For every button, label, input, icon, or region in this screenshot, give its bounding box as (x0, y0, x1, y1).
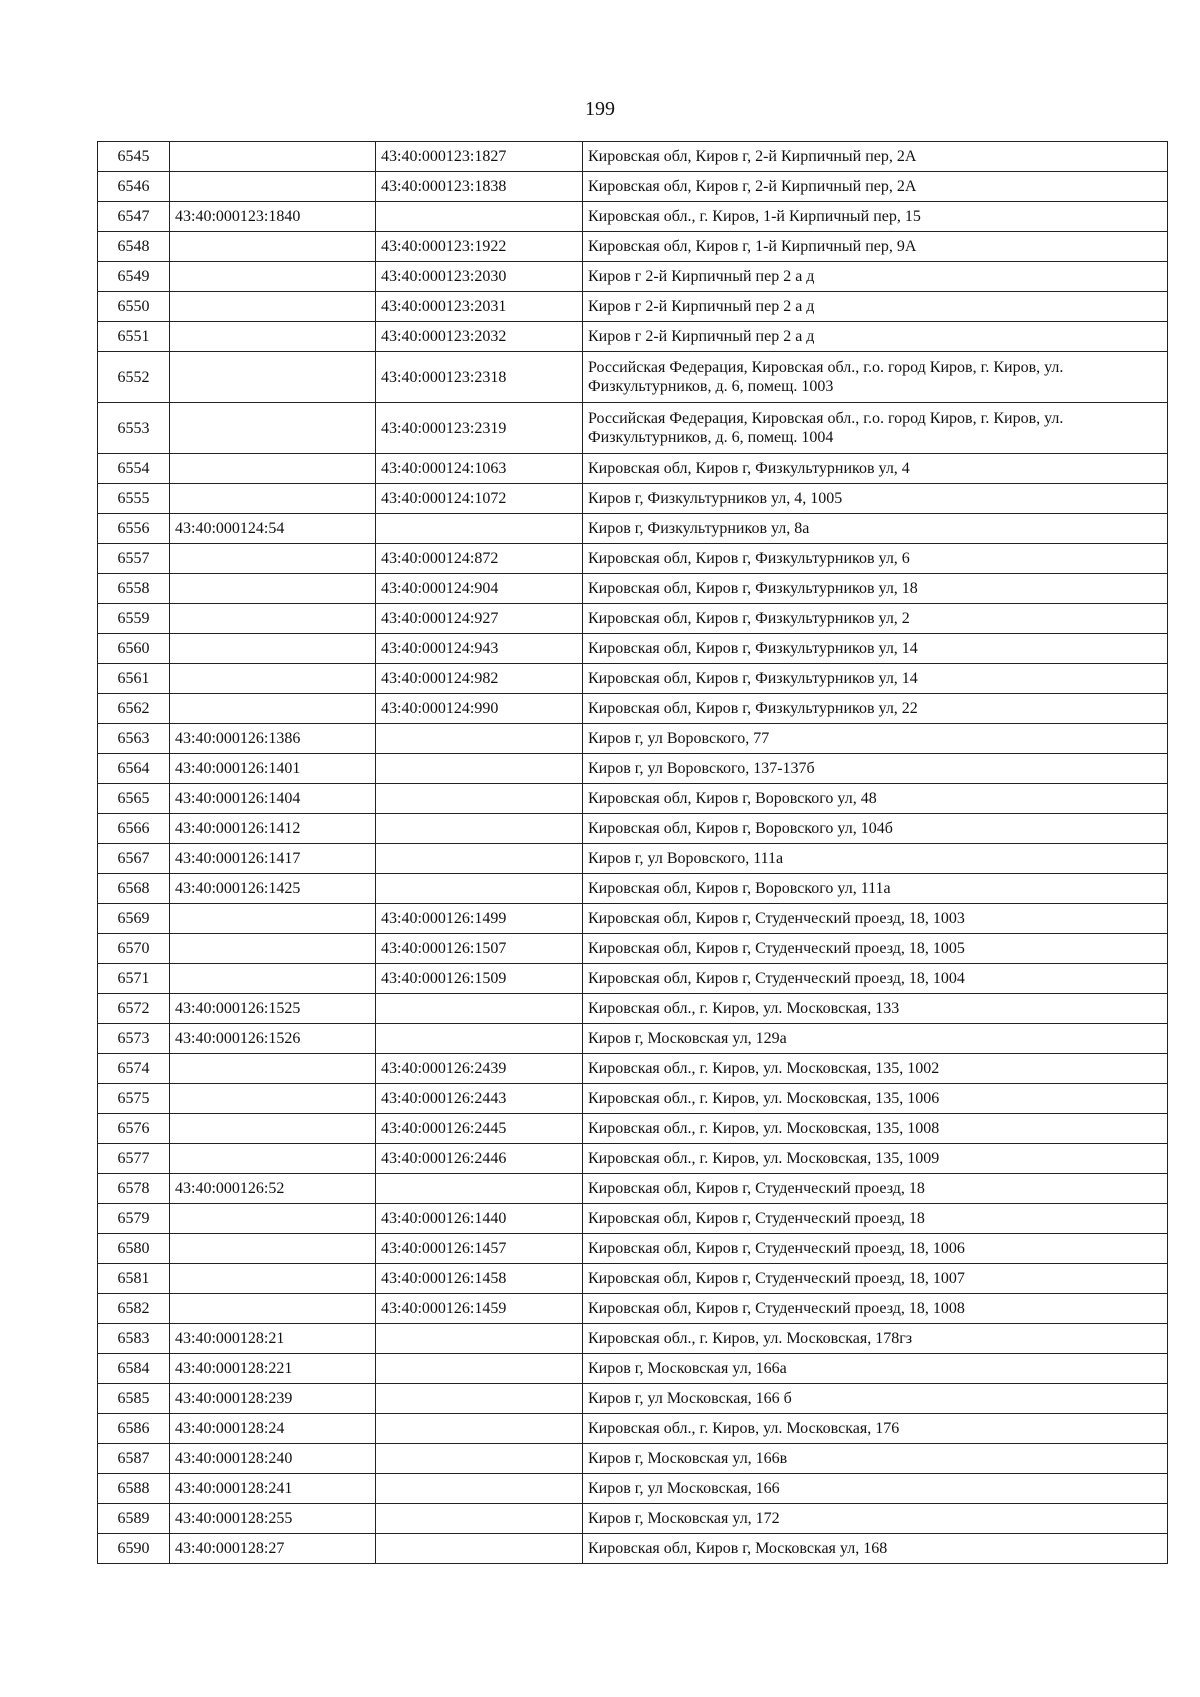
row-number-cell: 6572 (98, 994, 170, 1024)
cadastral-number-alt-cell: 43:40:000126:1459 (376, 1294, 583, 1324)
table-row (98, 1084, 1168, 1114)
table-row (98, 514, 1168, 544)
cadastral-number-cell: 43:40:000128:221 (170, 1354, 376, 1384)
cadastral-number-cell (170, 403, 376, 454)
table-row (98, 1024, 1168, 1054)
cadastral-number-alt-cell (376, 1354, 583, 1384)
cadastral-number-cell: 43:40:000126:1425 (170, 874, 376, 904)
cadastral-number-cell: 43:40:000124:54 (170, 514, 376, 544)
cadastral-number-alt-cell: 43:40:000123:2032 (376, 322, 583, 352)
cadastral-number-cell: 43:40:000128:21 (170, 1324, 376, 1354)
address-cell: Кировская обл, Киров г, Студенческий проезд, 18, 1004 (583, 964, 1168, 994)
cadastral-number-cell: 43:40:000128:240 (170, 1444, 376, 1474)
cadastral-number-alt-cell: 43:40:000126:2445 (376, 1114, 583, 1144)
address-cell: Кировская обл, Киров г, Студенческий проезд, 18, 1003 (583, 904, 1168, 934)
cadastral-number-alt-cell: 43:40:000124:1063 (376, 454, 583, 484)
cadastral-number-cell: 43:40:000126:52 (170, 1174, 376, 1204)
address-cell: Кировская обл., г. Киров, ул. Московская, 133 (583, 994, 1168, 1024)
cadastral-number-alt-cell (376, 1324, 583, 1354)
table-row (98, 634, 1168, 664)
cadastral-number-cell (170, 1054, 376, 1084)
table-row (98, 1534, 1168, 1564)
row-number-cell: 6553 (98, 403, 170, 454)
address-cell: Кировская обл, Киров г, Физкультурников ул, 6 (583, 544, 1168, 574)
cadastral-number-cell: 43:40:000128:255 (170, 1504, 376, 1534)
row-number-cell: 6565 (98, 784, 170, 814)
address-cell: Кировская обл, Киров г, Московская ул, 168 (583, 1534, 1168, 1564)
cadastral-number-alt-cell: 43:40:000124:927 (376, 604, 583, 634)
row-number-cell: 6552 (98, 352, 170, 403)
row-number-cell: 6563 (98, 724, 170, 754)
cadastral-number-alt-cell (376, 1504, 583, 1534)
cadastral-number-alt-cell: 43:40:000124:982 (376, 664, 583, 694)
cadastral-number-alt-cell (376, 754, 583, 784)
cadastral-number-cell (170, 1114, 376, 1144)
row-number-cell: 6582 (98, 1294, 170, 1324)
row-number-cell: 6566 (98, 814, 170, 844)
cadastral-number-alt-cell: 43:40:000126:1499 (376, 904, 583, 934)
row-number-cell: 6571 (98, 964, 170, 994)
address-cell: Киров г, Московская ул, 129а (583, 1024, 1168, 1054)
table-row (98, 1234, 1168, 1264)
row-number-cell: 6567 (98, 844, 170, 874)
row-number-cell: 6550 (98, 292, 170, 322)
row-number-cell: 6584 (98, 1354, 170, 1384)
row-number-cell: 6578 (98, 1174, 170, 1204)
table-row (98, 1114, 1168, 1144)
cadastral-number-alt-cell: 43:40:000126:1509 (376, 964, 583, 994)
row-number-cell: 6569 (98, 904, 170, 934)
row-number-cell: 6546 (98, 172, 170, 202)
table-row (98, 232, 1168, 262)
cadastral-number-cell: 43:40:000126:1401 (170, 754, 376, 784)
table-row (98, 403, 1168, 454)
row-number-cell: 6556 (98, 514, 170, 544)
cadastral-number-alt-cell (376, 784, 583, 814)
page-number: 199 (585, 98, 615, 120)
address-cell: Киров г, ул Воровского, 111а (583, 844, 1168, 874)
cadastral-number-cell: 43:40:000126:1417 (170, 844, 376, 874)
cadastral-number-cell (170, 1234, 376, 1264)
address-cell: Кировская обл, Киров г, Воровского ул, 104б (583, 814, 1168, 844)
row-number-cell: 6555 (98, 484, 170, 514)
table-row (98, 1444, 1168, 1474)
table-row (98, 1504, 1168, 1534)
property-table (97, 141, 1168, 1564)
address-cell: Киров г, Московская ул, 166в (583, 1444, 1168, 1474)
table-row (98, 1054, 1168, 1084)
address-cell: Кировская обл, Киров г, 2-й Кирпичный пер, 2А (583, 172, 1168, 202)
row-number-cell: 6586 (98, 1414, 170, 1444)
table-body (98, 142, 1168, 1564)
address-cell: Киров г, Физкультурников ул, 4, 1005 (583, 484, 1168, 514)
row-number-cell: 6548 (98, 232, 170, 262)
cadastral-number-cell (170, 1264, 376, 1294)
cadastral-number-cell: 43:40:000128:24 (170, 1414, 376, 1444)
cadastral-number-alt-cell: 43:40:000123:1922 (376, 232, 583, 262)
address-cell: Кировская обл, Киров г, Воровского ул, 111а (583, 874, 1168, 904)
cadastral-number-cell (170, 634, 376, 664)
cadastral-number-alt-cell: 43:40:000126:2439 (376, 1054, 583, 1084)
cadastral-number-cell (170, 604, 376, 634)
address-cell: Кировская обл, Киров г, Студенческий проезд, 18, 1007 (583, 1264, 1168, 1294)
cadastral-number-alt-cell: 43:40:000124:872 (376, 544, 583, 574)
address-cell: Кировская обл, Киров г, Студенческий проезд, 18, 1005 (583, 934, 1168, 964)
cadastral-number-alt-cell: 43:40:000124:990 (376, 694, 583, 724)
address-cell: Киров г, ул Московская, 166 (583, 1474, 1168, 1504)
cadastral-number-cell (170, 232, 376, 262)
cadastral-number-cell: 43:40:000126:1412 (170, 814, 376, 844)
address-cell: Кировская обл, Киров г, Физкультурников ул, 14 (583, 634, 1168, 664)
row-number-cell: 6560 (98, 634, 170, 664)
address-cell: Киров г 2-й Кирпичный пер 2 а д (583, 292, 1168, 322)
cadastral-number-alt-cell (376, 514, 583, 544)
cadastral-number-alt-cell: 43:40:000126:1457 (376, 1234, 583, 1264)
address-cell: Киров г, Физкультурников ул, 8а (583, 514, 1168, 544)
cadastral-number-cell: 43:40:000128:241 (170, 1474, 376, 1504)
cadastral-number-alt-cell: 43:40:000123:1838 (376, 172, 583, 202)
cadastral-number-cell: 43:40:000126:1525 (170, 994, 376, 1024)
cadastral-number-alt-cell (376, 994, 583, 1024)
table-row (98, 262, 1168, 292)
address-cell: Киров г, ул Воровского, 77 (583, 724, 1168, 754)
row-number-cell: 6581 (98, 1264, 170, 1294)
cadastral-number-cell (170, 904, 376, 934)
cadastral-number-cell (170, 544, 376, 574)
table-row (98, 574, 1168, 604)
address-cell: Кировская обл, Киров г, Студенческий проезд, 18 (583, 1174, 1168, 1204)
cadastral-number-cell (170, 1144, 376, 1174)
address-cell: Киров г 2-й Кирпичный пер 2 а д (583, 322, 1168, 352)
row-number-cell: 6585 (98, 1384, 170, 1414)
cadastral-number-alt-cell: 43:40:000124:1072 (376, 484, 583, 514)
table-row (98, 322, 1168, 352)
table-row (98, 664, 1168, 694)
address-cell: Киров г, Московская ул, 166а (583, 1354, 1168, 1384)
table-row (98, 1174, 1168, 1204)
cadastral-number-cell (170, 1084, 376, 1114)
cadastral-number-cell (170, 454, 376, 484)
cadastral-number-alt-cell: 43:40:000123:2319 (376, 403, 583, 454)
table-row (98, 994, 1168, 1024)
row-number-cell: 6575 (98, 1084, 170, 1114)
row-number-cell: 6577 (98, 1144, 170, 1174)
cadastral-number-alt-cell: 43:40:000123:2031 (376, 292, 583, 322)
address-cell: Кировская обл., г. Киров, ул. Московская, 135, 1006 (583, 1084, 1168, 1114)
table-row (98, 964, 1168, 994)
row-number-cell: 6559 (98, 604, 170, 634)
cadastral-number-alt-cell (376, 1414, 583, 1444)
cadastral-number-alt-cell: 43:40:000124:943 (376, 634, 583, 664)
cadastral-number-alt-cell: 43:40:000123:2318 (376, 352, 583, 403)
table-row (98, 1354, 1168, 1384)
cadastral-number-alt-cell (376, 1444, 583, 1474)
table-row (98, 1324, 1168, 1354)
address-cell: Кировская обл., г. Киров, 1-й Кирпичный пер, 15 (583, 202, 1168, 232)
address-cell: Российская Федерация, Кировская обл., г.о. город Киров, г. Киров, ул. Физкультурников, д. 6, помещ. 1004 (583, 403, 1168, 454)
cadastral-number-alt-cell (376, 844, 583, 874)
cadastral-number-cell (170, 934, 376, 964)
address-cell: Кировская обл., г. Киров, ул. Московская, 176 (583, 1414, 1168, 1444)
row-number-cell: 6583 (98, 1324, 170, 1354)
table-row (98, 874, 1168, 904)
address-cell: Кировская обл, Киров г, 1-й Кирпичный пер, 9А (583, 232, 1168, 262)
table-row (98, 1204, 1168, 1234)
cadastral-number-alt-cell: 43:40:000123:2030 (376, 262, 583, 292)
address-cell: Кировская обл, Киров г, Физкультурников ул, 2 (583, 604, 1168, 634)
row-number-cell: 6573 (98, 1024, 170, 1054)
table-row (98, 904, 1168, 934)
row-number-cell: 6570 (98, 934, 170, 964)
row-number-cell: 6568 (98, 874, 170, 904)
address-cell: Кировская обл, Киров г, Физкультурников ул, 14 (583, 664, 1168, 694)
row-number-cell: 6590 (98, 1534, 170, 1564)
cadastral-number-alt-cell: 43:40:000123:1827 (376, 142, 583, 172)
table-row (98, 844, 1168, 874)
cadastral-number-cell (170, 142, 376, 172)
address-cell: Кировская обл., г. Киров, ул. Московская, 178гз (583, 1324, 1168, 1354)
cadastral-number-cell (170, 964, 376, 994)
address-cell: Кировская обл, Киров г, Студенческий проезд, 18, 1008 (583, 1294, 1168, 1324)
row-number-cell: 6554 (98, 454, 170, 484)
address-cell: Кировская обл., г. Киров, ул. Московская, 135, 1002 (583, 1054, 1168, 1084)
cadastral-number-cell: 43:40:000123:1840 (170, 202, 376, 232)
cadastral-number-alt-cell: 43:40:000126:1458 (376, 1264, 583, 1294)
table-row (98, 754, 1168, 784)
cadastral-number-cell (170, 1204, 376, 1234)
cadastral-number-cell (170, 664, 376, 694)
table-row (98, 454, 1168, 484)
cadastral-number-alt-cell (376, 874, 583, 904)
table-row (98, 784, 1168, 814)
cadastral-number-alt-cell (376, 1474, 583, 1504)
row-number-cell: 6545 (98, 142, 170, 172)
row-number-cell: 6589 (98, 1504, 170, 1534)
cadastral-number-cell: 43:40:000126:1404 (170, 784, 376, 814)
cadastral-number-cell: 43:40:000128:239 (170, 1384, 376, 1414)
table-row (98, 484, 1168, 514)
row-number-cell: 6549 (98, 262, 170, 292)
table-row (98, 814, 1168, 844)
address-cell: Кировская обл, Киров г, Физкультурников ул, 22 (583, 694, 1168, 724)
cadastral-number-alt-cell (376, 1534, 583, 1564)
row-number-cell: 6558 (98, 574, 170, 604)
cadastral-number-alt-cell (376, 1384, 583, 1414)
table-row (98, 724, 1168, 754)
cadastral-number-alt-cell: 43:40:000126:1440 (376, 1204, 583, 1234)
cadastral-number-cell: 43:40:000126:1386 (170, 724, 376, 754)
address-cell: Кировская обл, Киров г, Студенческий проезд, 18 (583, 1204, 1168, 1234)
address-cell: Киров г 2-й Кирпичный пер 2 а д (583, 262, 1168, 292)
table-row (98, 1384, 1168, 1414)
cadastral-number-alt-cell (376, 1174, 583, 1204)
table-row (98, 292, 1168, 322)
table-row (98, 934, 1168, 964)
cadastral-number-cell (170, 694, 376, 724)
table-row (98, 142, 1168, 172)
row-number-cell: 6557 (98, 544, 170, 574)
address-cell: Российская Федерация, Кировская обл., г.о. город Киров, г. Киров, ул. Физкультурников, д. 6, помещ. 1003 (583, 352, 1168, 403)
table-row (98, 352, 1168, 403)
row-number-cell: 6551 (98, 322, 170, 352)
cadastral-number-cell (170, 292, 376, 322)
cadastral-number-cell: 43:40:000126:1526 (170, 1024, 376, 1054)
row-number-cell: 6587 (98, 1444, 170, 1474)
address-cell: Кировская обл., г. Киров, ул. Московская, 135, 1009 (583, 1144, 1168, 1174)
cadastral-number-cell (170, 262, 376, 292)
table-row (98, 694, 1168, 724)
cadastral-number-cell (170, 484, 376, 514)
table-row (98, 1474, 1168, 1504)
row-number-cell: 6561 (98, 664, 170, 694)
table-row (98, 1294, 1168, 1324)
row-number-cell: 6564 (98, 754, 170, 784)
address-cell: Кировская обл, Киров г, 2-й Кирпичный пер, 2А (583, 142, 1168, 172)
row-number-cell: 6574 (98, 1054, 170, 1084)
address-cell: Кировская обл, Киров г, Воровского ул, 48 (583, 784, 1168, 814)
cadastral-number-cell (170, 172, 376, 202)
row-number-cell: 6562 (98, 694, 170, 724)
table-row (98, 172, 1168, 202)
row-number-cell: 6580 (98, 1234, 170, 1264)
cadastral-number-alt-cell (376, 1024, 583, 1054)
cadastral-number-alt-cell: 43:40:000126:2443 (376, 1084, 583, 1114)
address-cell: Кировская обл., г. Киров, ул. Московская, 135, 1008 (583, 1114, 1168, 1144)
table-row (98, 604, 1168, 634)
cadastral-number-alt-cell (376, 814, 583, 844)
address-cell: Кировская обл, Киров г, Физкультурников ул, 4 (583, 454, 1168, 484)
address-cell: Кировская обл, Киров г, Студенческий проезд, 18, 1006 (583, 1234, 1168, 1264)
address-cell: Киров г, Московская ул, 172 (583, 1504, 1168, 1534)
cadastral-number-alt-cell (376, 724, 583, 754)
table-row (98, 202, 1168, 232)
table-row (98, 1264, 1168, 1294)
cadastral-number-cell (170, 574, 376, 604)
cadastral-number-cell: 43:40:000128:27 (170, 1534, 376, 1564)
row-number-cell: 6588 (98, 1474, 170, 1504)
table-row (98, 544, 1168, 574)
cadastral-number-alt-cell: 43:40:000126:2446 (376, 1144, 583, 1174)
cadastral-number-cell (170, 322, 376, 352)
row-number-cell: 6576 (98, 1114, 170, 1144)
cadastral-number-cell (170, 1294, 376, 1324)
cadastral-number-alt-cell (376, 202, 583, 232)
cadastral-number-cell (170, 352, 376, 403)
row-number-cell: 6547 (98, 202, 170, 232)
cadastral-number-alt-cell: 43:40:000124:904 (376, 574, 583, 604)
cadastral-number-alt-cell: 43:40:000126:1507 (376, 934, 583, 964)
row-number-cell: 6579 (98, 1204, 170, 1234)
address-cell: Киров г, ул Воровского, 137-137б (583, 754, 1168, 784)
table-row (98, 1414, 1168, 1444)
address-cell: Киров г, ул Московская, 166 б (583, 1384, 1168, 1414)
table-row (98, 1144, 1168, 1174)
address-cell: Кировская обл, Киров г, Физкультурников ул, 18 (583, 574, 1168, 604)
